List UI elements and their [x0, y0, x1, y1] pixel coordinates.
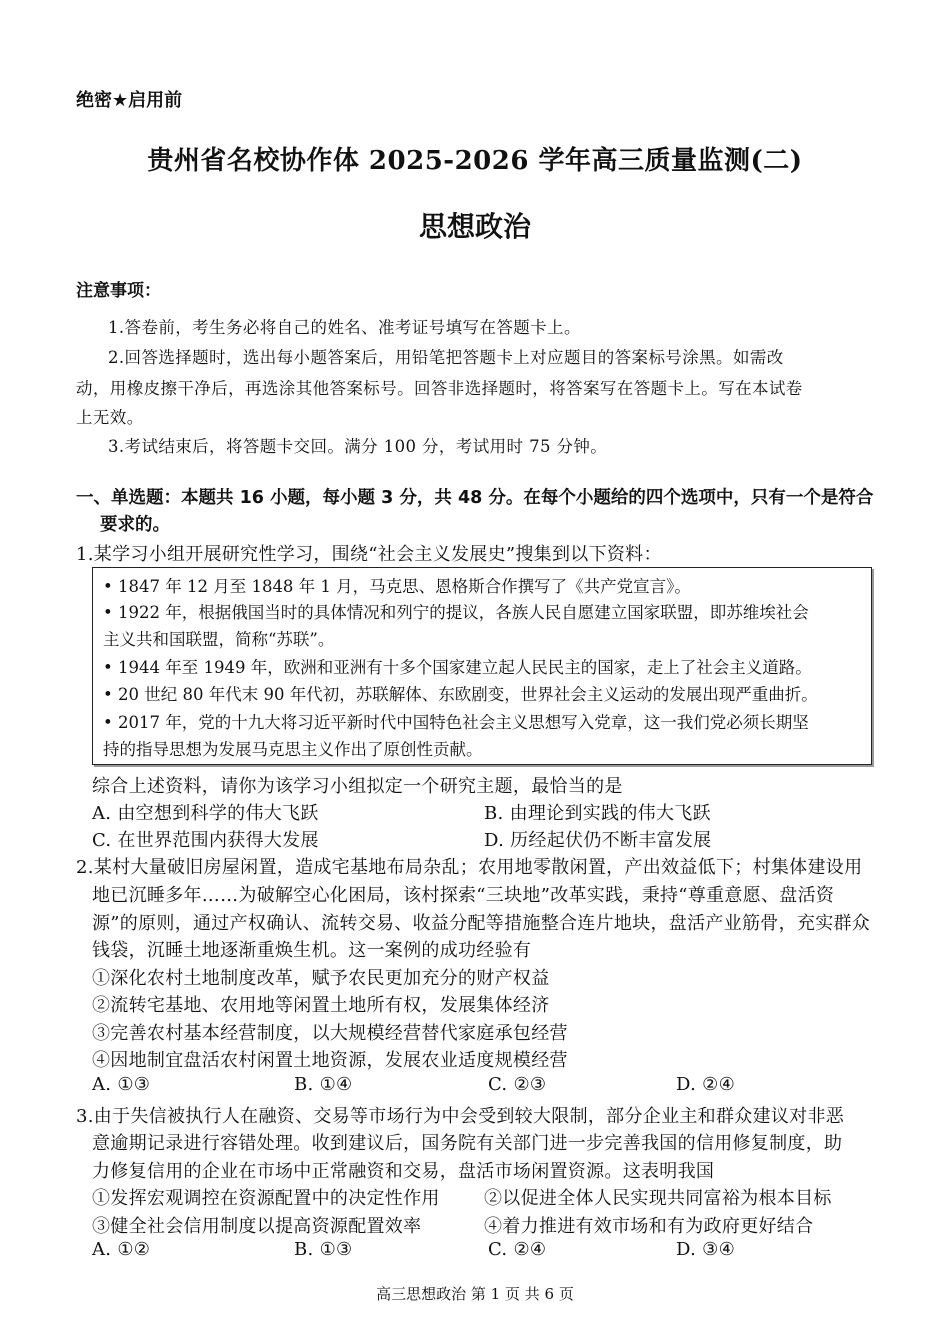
q1-material-line: • 2017 年，党的十九大将习近平新时代中国特色社会主义思想写入党章，这一我们党必须长期坚 — [103, 713, 809, 732]
q3-stem-line: 力修复信用的企业在市场中正常融资和交易，盘活市场闲置资源。这表明我国 — [92, 1161, 715, 1182]
notice-line: 2.回答选择题时，选出每小题答案后，用铅笔把答题卡上对应题目的答案标号涂黑。如需改 — [108, 348, 784, 367]
confidential-label: 绝密★启用前 — [76, 90, 183, 111]
q1-option-d[interactable]: D. 历经起伏仍不断丰富发展 — [484, 830, 712, 851]
q3-stem-line: 意逾期记录进行容错处理。收到建议后，国务院有关部门进一步完善我国的信用修复制度，助 — [92, 1133, 843, 1154]
section-heading-cont: 要求的。 — [100, 515, 170, 535]
notice-heading: 注意事项： — [76, 281, 161, 301]
q2-stem-line: 源”的原则，通过产权确认、流转交易、收益分配等措施整合连片地块，盘活产业筋骨，充实群众 — [92, 913, 871, 934]
q3-option-b[interactable]: B. ①③ — [294, 1239, 353, 1260]
q2-item: ③完善农村基本经营制度，以大规模经营替代家庭承包经营 — [92, 1023, 568, 1044]
q2-option-c[interactable]: C. ②③ — [488, 1074, 547, 1095]
notice-line: 动，用橡皮擦干净后，再选涂其他答案标号。回答非选择题时，将答案写在答题卡上。写在本试卷 — [76, 379, 803, 398]
q3-option-c[interactable]: C. ②④ — [488, 1239, 547, 1260]
q1-stem: 1.某学习小组开展研究性学习，围绕“社会主义发展史”搜集到以下资料： — [76, 544, 662, 565]
page-footer: 高三思想政治 第 1 页 共 6 页 — [376, 1285, 574, 1303]
q3-item: ③健全社会信用制度以提高资源配置效率 — [92, 1216, 422, 1237]
notice-line: 上无效。 — [76, 408, 144, 427]
q1-material-box — [92, 567, 872, 765]
section-heading: 一、单选题：本题共 16 小题，每小题 3 分，共 48 分。在每个小题给的四个选项中，只有一个是符合 — [76, 488, 874, 508]
q3-option-a[interactable]: A. ①② — [92, 1239, 151, 1260]
notice-line: 3.考试结束后，将答题卡交回。满分 100 分，考试用时 75 分钟。 — [108, 437, 608, 456]
subject-title: 思想政治 — [418, 210, 531, 243]
notice-line: 1.答卷前，考生务必将自己的姓名、准考证号填写在答题卡上。 — [108, 318, 581, 337]
q2-option-d[interactable]: D. ②④ — [676, 1074, 736, 1095]
q1-material-line: • 1847 年 12 月至 1848 年 1 月，马克思、恩格斯合作撰写了《共产党宣言》。 — [103, 577, 691, 596]
q2-item: ④因地制宜盘活农村闲置土地资源，发展农业适度规模经营 — [92, 1050, 568, 1071]
q2-stem-line: 2.某村大量破旧房屋闲置，造成宅基地布局杂乱；农用地零散闲置，产出效益低下；村集体建设用 — [76, 857, 863, 878]
q2-stem-line: 钱袋，沉睡土地逐渐重焕生机。这一案例的成功经验有 — [92, 940, 532, 961]
q1-material-line: • 1922 年，根据俄国当时的具体情况和列宁的提议，各族人民自愿建立国家联盟，即苏维埃社会 — [103, 603, 809, 622]
q1-option-a[interactable]: A. 由空想到科学的伟大飞跃 — [92, 803, 319, 824]
q3-item: ④着力推进有效市场和有为政府更好结合 — [484, 1216, 814, 1237]
q1-option-c[interactable]: C. 在世界范围内获得大发展 — [92, 830, 319, 851]
q3-item: ②以促进全体人民实现共同富裕为根本目标 — [484, 1188, 832, 1209]
q1-material-line: 持的指导思想为发展马克思主义作出了原创性贡献。 — [103, 740, 483, 759]
q1-question: 综合上述资料，请你为该学习小组拟定一个研究主题，最恰当的是 — [92, 776, 623, 797]
q3-stem-line: 3.由于失信被执行人在融资、交易等市场行为中会受到较大限制，部分企业主和群众建议对非恶 — [76, 1106, 845, 1127]
q2-option-b[interactable]: B. ①④ — [294, 1074, 353, 1095]
q2-stem-line: 地已沉睡多年……为破解空心化困局，该村探索“三块地”改革实践，秉持“尊重意愿、盘活资 — [92, 885, 835, 906]
q2-item: ②流转宅基地、农用地等闲置土地所有权，发展集体经济 — [92, 995, 550, 1016]
exam-title: 贵州省名校协作体 2025-2026 学年高三质量监测(二) — [147, 146, 803, 176]
q3-item: ①发挥宏观调控在资源配置中的决定性作用 — [92, 1188, 440, 1209]
q3-option-d[interactable]: D. ③④ — [676, 1239, 736, 1260]
q1-material-line: • 1944 年至 1949 年，欧洲和亚洲有十多个国家建立起人民民主的国家，走上了社会主义道路。 — [103, 658, 812, 677]
q1-material-line: 主义共和国联盟，简称“苏联”。 — [103, 630, 335, 649]
q2-option-a[interactable]: A. ①③ — [92, 1074, 151, 1095]
q1-material-line: • 20 世纪 80 年代末 90 年代初，苏联解体、东欧剧变，世界社会主义运动的发展出现严重曲折。 — [103, 685, 818, 704]
q2-item: ①深化农村土地制度改革，赋予农民更加充分的财产权益 — [92, 968, 550, 989]
q1-option-b[interactable]: B. 由理论到实践的伟大飞跃 — [484, 803, 711, 824]
